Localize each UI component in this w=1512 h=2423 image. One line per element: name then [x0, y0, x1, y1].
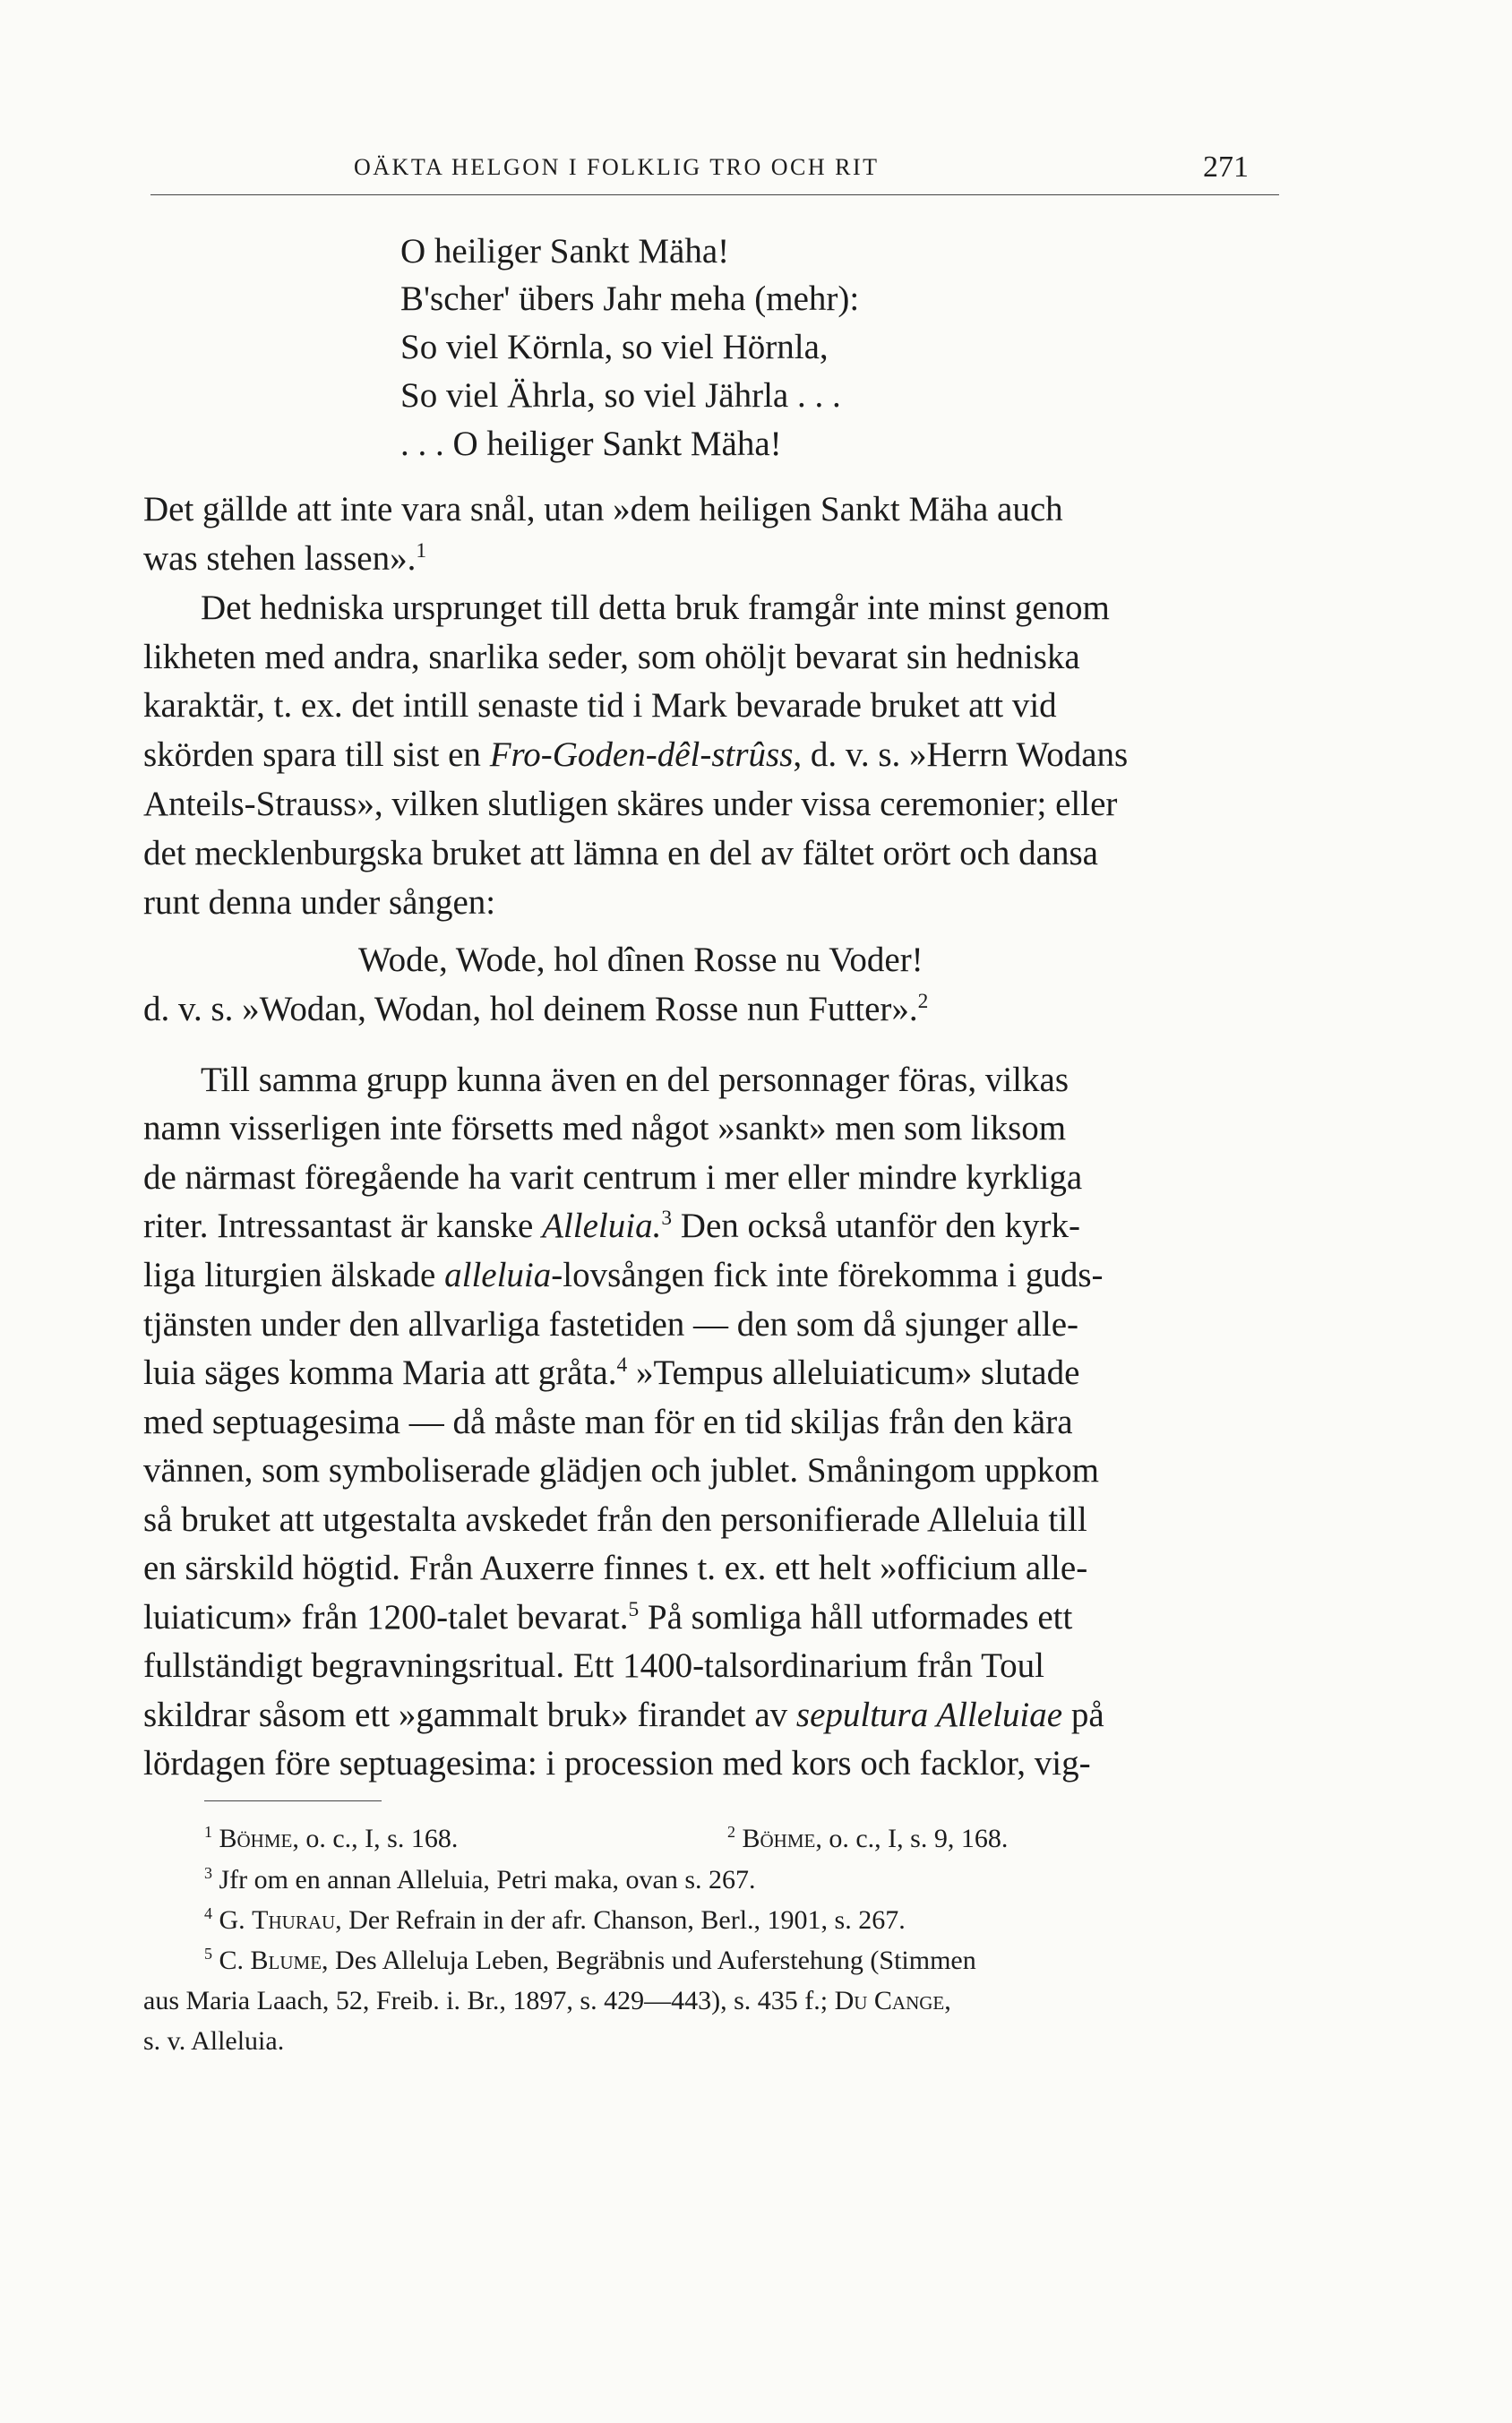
- footnote-ref: 1: [416, 538, 427, 563]
- text-span: Den också utanför den kyrk-: [672, 1207, 1080, 1245]
- footnote-ref: 3: [661, 1206, 673, 1230]
- text-line: så bruket att utgestalta avskedet från den personifierade Alleluia till: [143, 1500, 1087, 1539]
- footnote-3: [204, 1865, 756, 1895]
- footnote-ref: 4: [616, 1353, 628, 1377]
- verse-line: O heiliger Sankt Mäha!: [400, 232, 730, 271]
- text-span: riter. Intressantast är kanske: [143, 1207, 543, 1245]
- footnote-mark: 3: [204, 1864, 212, 1883]
- text-line: [143, 735, 1128, 775]
- verse-line: B'scher' übers Jahr meha (mehr):: [400, 279, 860, 318]
- verse-line: So viel Körnla, so viel Hörnla,: [400, 328, 829, 366]
- header-rule: [150, 194, 1279, 195]
- text-span: G.: [219, 1905, 253, 1935]
- verse-line: Wode, Wode, hol dînen Rosse nu Voder!: [358, 941, 924, 979]
- footnote-mark: 4: [204, 1904, 212, 1923]
- text-line: med septuagesima — då måste man för en tid skiljas från den kära: [143, 1403, 1073, 1441]
- footnote-1: [204, 1824, 458, 1854]
- text-span: Jfr om en annan Alleluia, Petri maka, ovan s. 267.: [219, 1865, 756, 1895]
- italic-term: alleluia: [444, 1256, 552, 1294]
- text-span: på: [1062, 1696, 1104, 1734]
- text-line: Anteils-Strauss», vilken slutligen skäres under vissa ceremonier; eller: [143, 785, 1118, 823]
- text-span: C.: [219, 1946, 251, 1975]
- text-line: [143, 989, 928, 1029]
- text-span: , o. c., I, s. 9, 168.: [815, 1824, 1009, 1853]
- text-span: , Der Refrain in der afr. Chanson, Berl., 1901, s. 267.: [335, 1905, 906, 1935]
- text-line: [143, 1695, 1104, 1735]
- text-line: en särskild högtid. Från Auxerre finnes t. ex. ett helt »officium alle-: [143, 1549, 1088, 1587]
- text-span: ,: [944, 1986, 951, 2015]
- text-line: vännen, som symboliserade glädjen och jublet. Småningom uppkom: [143, 1451, 1099, 1490]
- text-line: likheten med andra, snarlika seder, som ohöljt bevarat sin hedniska: [143, 638, 1080, 676]
- text-line: [143, 538, 426, 579]
- text-span: , Des Alleluja Leben, Begräbnis und Auferstehung (Stimmen: [322, 1946, 976, 1975]
- text-line: Till samma grupp kunna även en del personnager föras, vilkas: [201, 1061, 1070, 1099]
- author-name: Böhme: [742, 1824, 816, 1853]
- footnote-mark: 2: [727, 1823, 735, 1842]
- author-name: Thurau: [252, 1905, 336, 1935]
- text-span: was stehen lassen».: [143, 539, 417, 578]
- footnote-4: [204, 1905, 906, 1936]
- text-line: namn visserligen inte försetts med något »sankt» men som liksom: [143, 1109, 1067, 1147]
- footnote-2: [727, 1824, 1008, 1854]
- footnote-5-line-3: s. v. Alleluia.: [143, 2026, 285, 2056]
- footnote-5-line-2: [143, 1986, 951, 2016]
- text-line: runt denna under sången:: [143, 883, 496, 922]
- italic-term: sepultura Alleluiae: [795, 1696, 1063, 1734]
- text-span: »Tempus alleluiaticum» slutade: [627, 1353, 1080, 1392]
- text-line: Det hedniska ursprunget till detta bruk framgår inte minst genom: [201, 589, 1110, 627]
- page-number: 271: [1203, 150, 1249, 184]
- text-line: de närmast föregående ha varit centrum i mer eller mindre kyrkliga: [143, 1158, 1083, 1197]
- text-span: skildrar såsom ett »gammalt bruk» firandet av: [143, 1696, 796, 1734]
- author-name: Du Cange: [834, 1986, 945, 2015]
- footnote-mark: 5: [204, 1945, 212, 1963]
- footnote-5: [204, 1946, 976, 1976]
- author-name: Blume: [250, 1946, 322, 1975]
- text-span: luia säges komma Maria att gråta.: [143, 1353, 617, 1392]
- text-line: [143, 1206, 1080, 1246]
- footnote-rule: [204, 1800, 382, 1801]
- text-span: På somliga håll utformades ett: [639, 1598, 1073, 1637]
- text-span: , o. c., I, s. 168.: [292, 1824, 459, 1853]
- verse-line: So viel Ährla, so viel Jährla . . .: [400, 376, 841, 415]
- running-title: OÄKTA HELGON I FOLKLIG TRO OCH RIT: [354, 154, 880, 180]
- italic-term: Fro-Goden-dêl-strûss: [489, 735, 794, 774]
- text-line: Det gällde att inte vara snål, utan »dem heiligen Sankt Mäha auch: [143, 490, 1063, 528]
- text-line: karaktär, t. ex. det intill senaste tid i Mark bevarade bruket att vid: [143, 686, 1057, 725]
- author-name: Böhme: [219, 1824, 293, 1853]
- text-line: tjänsten under den allvarliga fastetiden — den som då sjunger alle-: [143, 1305, 1078, 1344]
- footnote-ref: 2: [917, 989, 929, 1013]
- text-line: [143, 1353, 1079, 1393]
- verse-line: . . . O heiliger Sankt Mäha!: [400, 425, 782, 463]
- text-span: -lovsången fick inte förekomma i guds-: [551, 1256, 1104, 1294]
- text-line: [143, 1597, 1072, 1637]
- text-line: fullständigt begravningsritual. Ett 1400-talsordinarium från Toul: [143, 1646, 1045, 1685]
- italic-term: Alleluia.: [542, 1207, 662, 1245]
- text-line: lördagen före septuagesima: i procession med kors och facklor, vig-: [143, 1744, 1091, 1783]
- text-line: [143, 1255, 1104, 1295]
- text-span: d. v. s. »Wodan, Wodan, hol deinem Rosse nun Futter».: [143, 990, 918, 1028]
- footnote-ref: 5: [628, 1597, 640, 1621]
- text-line: det mecklenburgska bruket att lämna en del av fältet orört och dansa: [143, 834, 1098, 872]
- text-span: luiaticum» från 1200-talet bevarat.: [143, 1598, 629, 1637]
- text-span: , d. v. s. »Herrn Wodans: [793, 735, 1129, 774]
- text-span: liga liturgien älskade: [143, 1256, 445, 1294]
- text-span: skörden spara till sist en: [143, 735, 490, 774]
- text-span: aus Maria Laach, 52, Freib. i. Br., 1897, s. 429—443), s. 435 f.;: [143, 1986, 835, 2015]
- footnote-mark: 1: [204, 1823, 212, 1842]
